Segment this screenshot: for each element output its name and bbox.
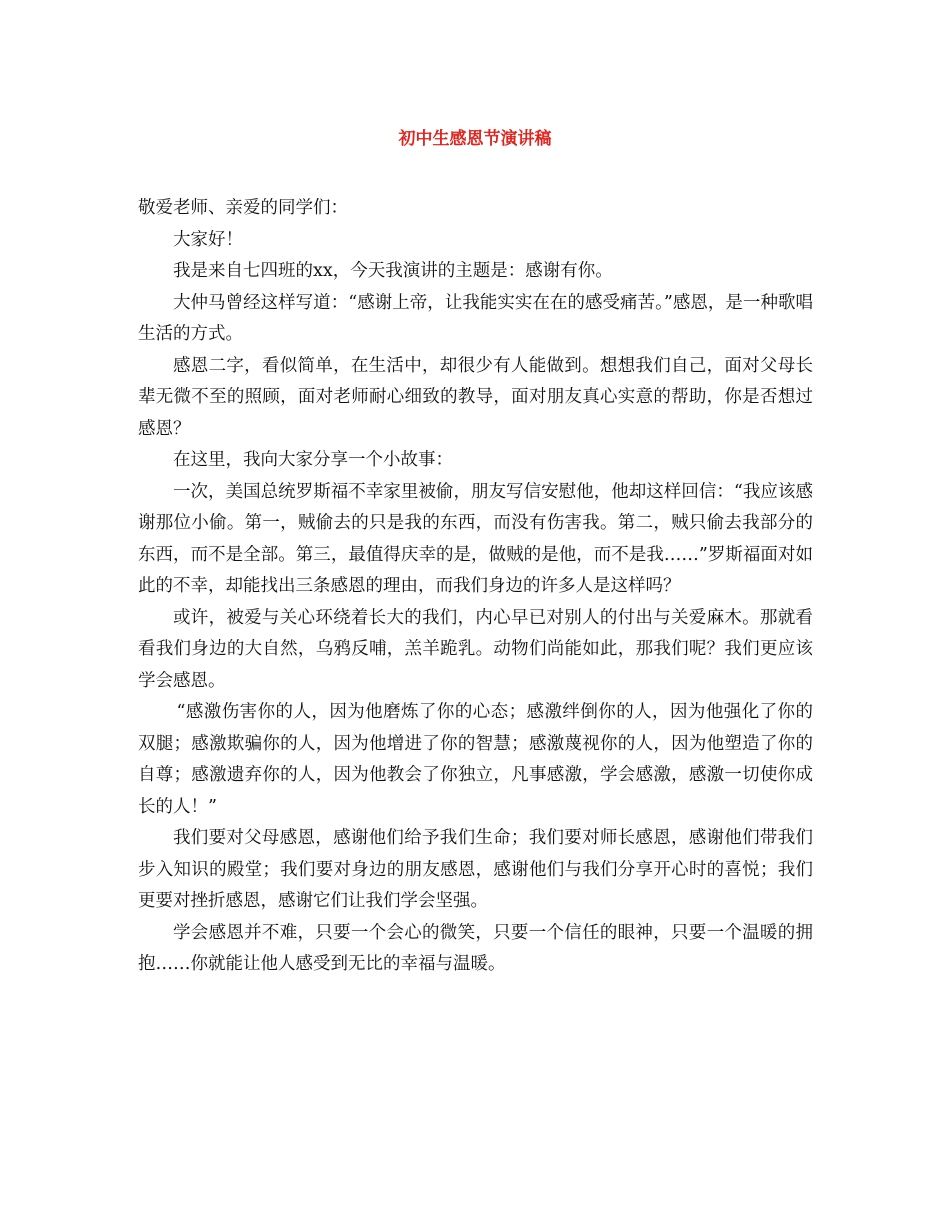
paragraph-whom-to-thank: 我们要对父母感恩，感谢他们给予我们生命；我们要对师长感恩，感谢他们带我们步入知识的殿堂；我们要对身边的朋友感恩，感谢他们与我们分享开心时的喜悦；我们更要对挫折感恩，感谢它们让我们学会坚强。: [138, 828, 813, 911]
paragraph-conclusion: 学会感恩并不难，只要一个会心的微笑，只要一个信任的眼神，只要一个温暖的拥抱……你就能让他人感受到无比的幸福与温暖。: [138, 922, 813, 974]
paragraph-story-intro: 在这里，我向大家分享一个小故事：: [173, 450, 453, 470]
paragraph-greeting: 大家好！: [173, 229, 243, 250]
document-title: 初中生感恩节演讲稿: [398, 129, 552, 149]
salutation: 敬爱老师、亲爱的同学们：: [138, 198, 348, 218]
paragraph-gratitude-reflection: 感恩二字，看似简单，在生活中，却很少有人能做到。想想我们自己，面对父母长辈无微不至的照顾，面对老师耐心细致的教导，面对朋友真心实意的帮助，你是否想过感恩？: [138, 355, 813, 439]
paragraph-gratitude-quote: “感激伤害你的人，因为他磨炼了你的心态；感激绊倒你的人，因为他强化了你的双腿；感激欺骗你的人，因为他增进了你的智慧；感激蔑视你的人，因为他塑造了你的自尊；感激遗弃你的人，因为他教会了你独立，凡事感激，学会感激，感激一切使你成长的人！”: [138, 702, 813, 817]
paragraph-quote-dumas: 大仲马曾经这样写道：“感谢上帝，让我能实实在在的感受痛苦。”感恩，是一种歌唱生活的方式。: [138, 292, 813, 344]
paragraph-introduction: 我是来自七四班的xx，今天我演讲的主题是：感谢有你。: [173, 261, 613, 281]
document-body: [138, 193, 813, 981]
paragraph-nature-example: 或许，被爱与关心环绕着长大的我们，内心早已对别人的付出与关爱麻木。那就看看我们身边的大自然，乌鸦反哺，羔羊跪乳。动物们尚能如此，那我们呢？我们更应该学会感恩。: [138, 607, 813, 691]
paragraph-roosevelt-story: 一次，美国总统罗斯福不幸家里被偷，朋友写信安慰他，他却这样回信：“我应该感谢那位小偷。第一，贼偷去的只是我的东西，而没有伤害我。第二，贼只偷去我部分的东西，而不是全部。第三，最值得庆幸的是，做贼的是他，而不是我……”罗斯福面对如此的不幸，却能找出三条感恩的理由，而我们身边的许多人是这样吗？: [138, 481, 813, 596]
